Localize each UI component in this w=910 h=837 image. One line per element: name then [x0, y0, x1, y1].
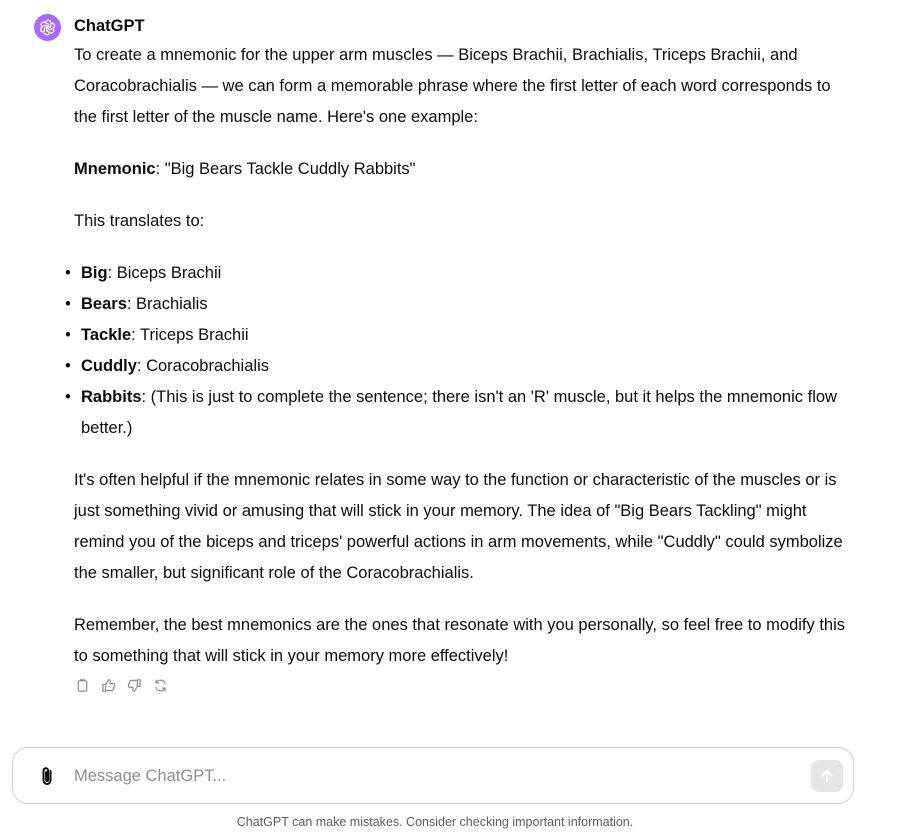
list-item-text: : Coracobrachialis	[136, 357, 269, 375]
copy-button[interactable]	[74, 677, 91, 694]
thumbs-down-icon	[127, 678, 142, 693]
thumbs-up-icon	[101, 678, 116, 693]
disclaimer-text: ChatGPT can make mistakes. Consider checking important information.	[236, 815, 634, 829]
regenerate-icon	[153, 678, 168, 693]
openai-logo-icon	[38, 18, 57, 37]
assistant-message	[65, 40, 854, 672]
list-item	[65, 320, 854, 351]
intro-paragraph: To create a mnemonic for the upper arm muscles — Biceps Brachii, Brachialis, Triceps Brachii, and Coracobrachialis — we can form a memorable phrase where the first letter of each word corresponds to the first letter of the muscle name. Here's one example:	[74, 46, 831, 126]
thumbs-up-button[interactable]	[100, 677, 117, 694]
message-composer	[12, 747, 854, 804]
list-bullet: •	[65, 326, 71, 344]
list-item-text: : Triceps Brachii	[131, 326, 249, 344]
list-item	[65, 289, 854, 320]
list-item	[65, 382, 854, 444]
list-bullet: •	[65, 357, 71, 375]
list-item-word: Bears	[81, 295, 127, 313]
list-item-word: Big	[81, 264, 108, 282]
attach-button[interactable]	[36, 765, 58, 787]
list-item	[65, 258, 854, 289]
list-bullet: •	[65, 388, 71, 406]
mnemonic-list	[65, 258, 854, 444]
list-bullet: •	[65, 295, 71, 313]
list-item-text: : Biceps Brachii	[107, 264, 222, 282]
chatgpt-avatar	[34, 14, 61, 41]
message-input[interactable]	[74, 762, 794, 790]
message-actions	[74, 677, 169, 694]
send-button[interactable]	[811, 760, 843, 792]
list-item-word: Rabbits	[81, 388, 142, 406]
arrow-up-icon	[819, 768, 835, 784]
mnemonic-text: : "Big Bears Tackle Cuddly Rabbits"	[155, 160, 416, 178]
copy-icon	[75, 678, 90, 693]
list-item-text: : Brachialis	[126, 295, 208, 313]
list-item	[65, 351, 854, 382]
regenerate-button[interactable]	[152, 677, 169, 694]
paperclip-icon	[38, 765, 56, 787]
list-item-text: : (This is just to complete the sentence; there isn't an 'R' muscle, but it helps the mnemonic flow better.)	[81, 388, 837, 437]
list-item-word: Cuddly	[81, 357, 137, 375]
mnemonic-paragraph	[74, 154, 854, 185]
closing-paragraph: Remember, the best mnemonics are the ones that resonate with you personally, so feel free to modify this to something that will stick in your memory more effectively!	[74, 616, 846, 665]
message-author: ChatGPT	[74, 17, 145, 35]
mnemonic-label: Mnemonic	[74, 160, 156, 178]
thumbs-down-button[interactable]	[126, 677, 143, 694]
list-item-word: Tackle	[81, 326, 132, 344]
list-bullet: •	[65, 264, 71, 282]
translates-paragraph: This translates to:	[74, 212, 205, 230]
explanation-paragraph: It's often helpful if the mnemonic relates in some way to the function or characteristic of the muscles or is just something vivid or amusing that will stick in your memory. The idea of "Big Bears Tackling" might remind you of the biceps and triceps' powerful actions in arm movements, while "Cuddly" could symbolize the smaller, but significant role of the Coracobrachialis.	[74, 471, 843, 582]
